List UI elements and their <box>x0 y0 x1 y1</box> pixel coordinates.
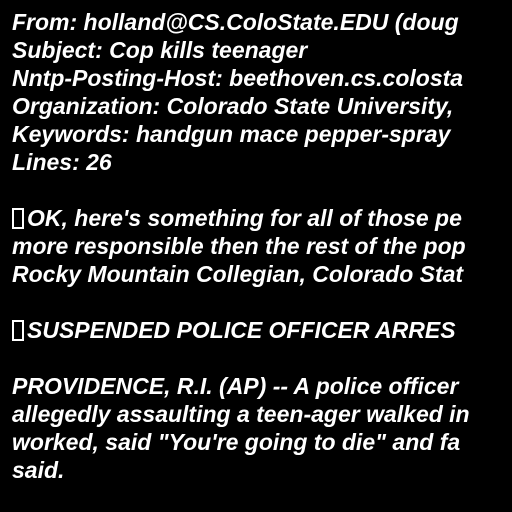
body-line: said. <box>12 457 65 483</box>
missing-glyph-icon <box>12 320 24 341</box>
body-line: Rocky Mountain Collegian, Colorado Stat <box>12 261 464 287</box>
headline-line <box>12 316 512 344</box>
body-text: OK, here's something for all of those pe <box>27 205 462 231</box>
header-subject: Subject: Cop kills teenager <box>12 37 308 63</box>
body-line: PROVIDENCE, R.I. (AP) -- A police officer <box>12 373 459 399</box>
headline-text: SUSPENDED POLICE OFFICER ARRES <box>27 317 456 343</box>
header-keywords: Keywords: handgun mace pepper-spray <box>12 121 451 147</box>
body-line: more responsible then the rest of the pop <box>12 233 466 259</box>
header-organization: Organization: Colorado State University, <box>12 93 454 119</box>
blank-line <box>12 344 512 372</box>
blank-line <box>12 176 512 204</box>
header-nntp-posting-host: Nntp-Posting-Host: beethoven.cs.colosta <box>12 65 464 91</box>
header-from: From: holland@CS.ColoState.EDU (doug <box>12 9 459 35</box>
missing-glyph-icon <box>12 208 24 229</box>
body-line: allegedly assaulting a teen-ager walked in <box>12 401 470 427</box>
header-lines: Lines: 26 <box>12 149 112 175</box>
body-line: worked, said "You're going to die" and fa <box>12 429 461 455</box>
blank-line <box>12 288 512 316</box>
body-line <box>12 204 512 232</box>
message-text <box>12 8 512 484</box>
